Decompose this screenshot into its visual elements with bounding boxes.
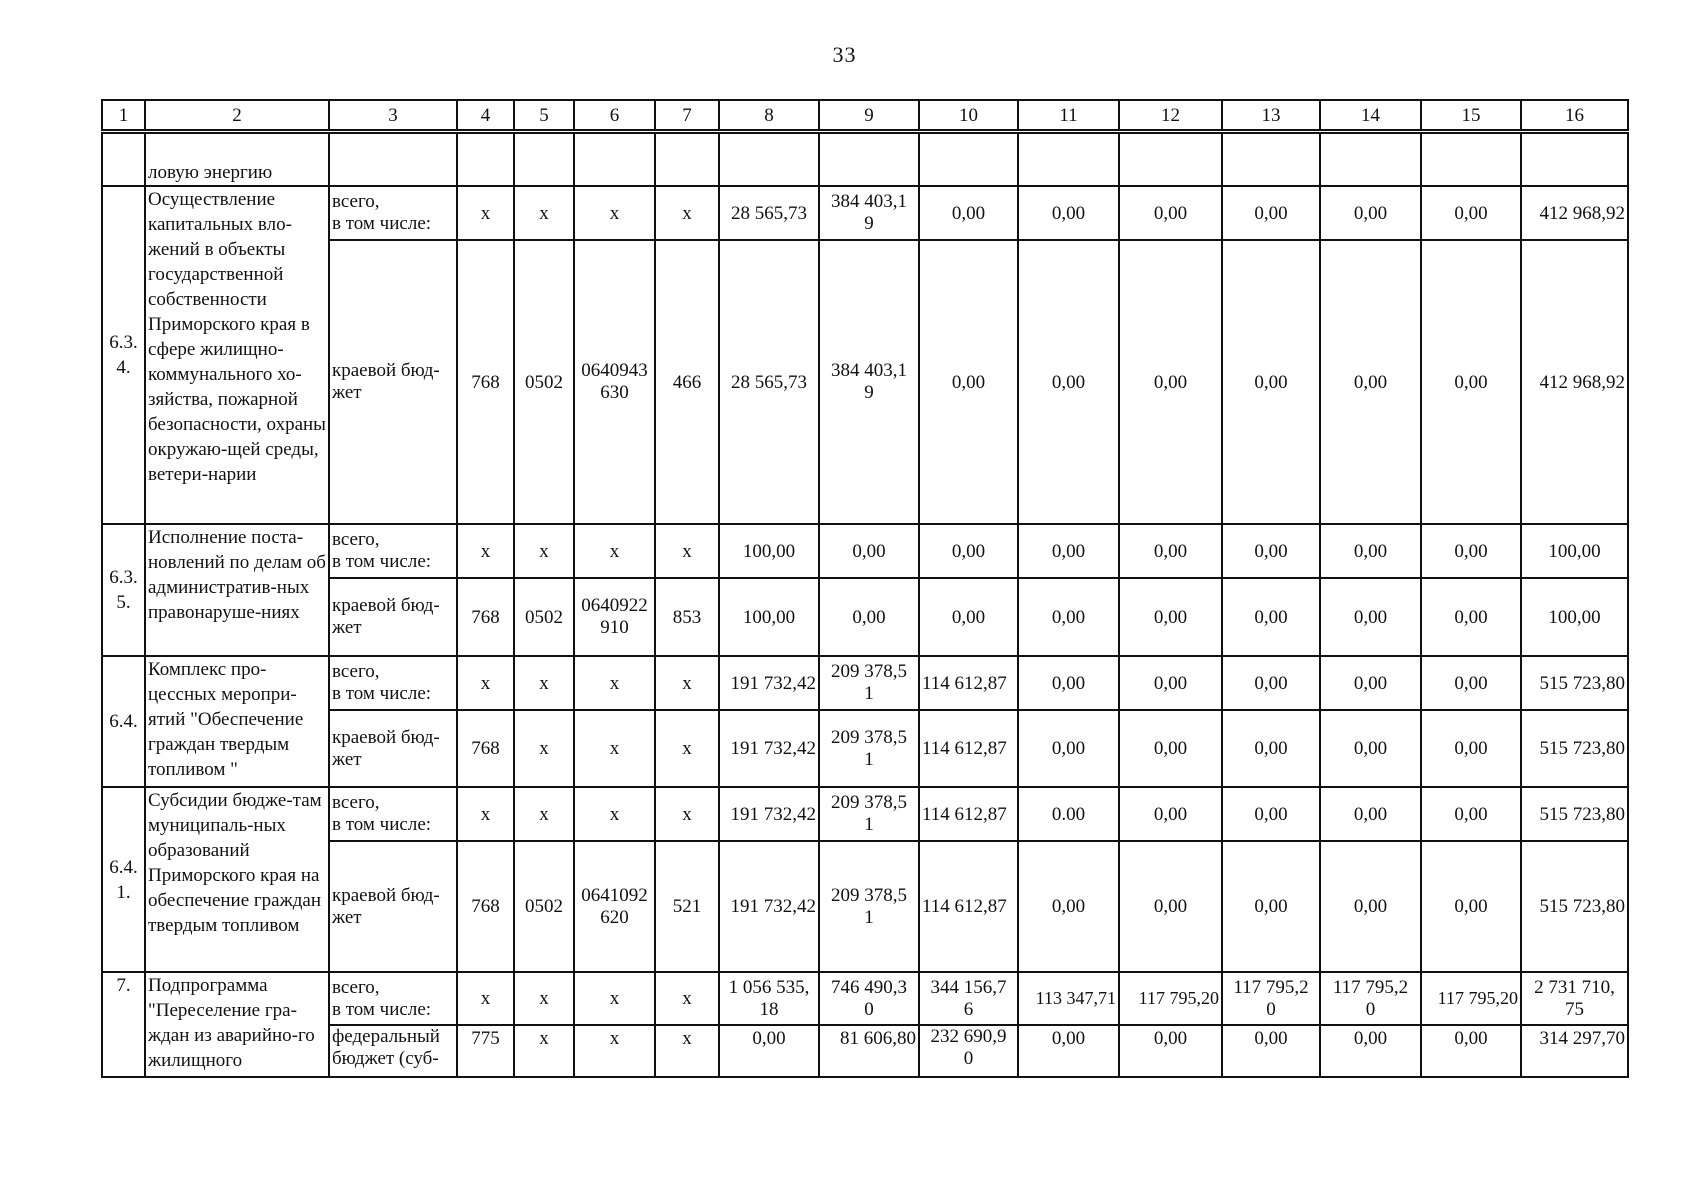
cell: 0,00 bbox=[1222, 787, 1320, 841]
table-row bbox=[102, 133, 1628, 186]
cell: 466 bbox=[655, 240, 719, 524]
cell: 191 732,42 bbox=[719, 656, 819, 710]
row-name: Субсидии бюдже-там муниципаль-ных образований Приморского края на обеспечение граждан твердым топливом bbox=[145, 787, 329, 972]
header-cell: 6 bbox=[574, 100, 655, 130]
row-number: 6.3. 5. bbox=[102, 524, 145, 656]
table-row bbox=[102, 186, 1628, 240]
cell: 0,00 bbox=[1222, 841, 1320, 972]
cell: 100,00 bbox=[719, 524, 819, 578]
cell: 0,00 bbox=[1222, 710, 1320, 787]
cell: 0,00 bbox=[819, 524, 919, 578]
cell: 0,00 bbox=[1018, 524, 1119, 578]
header-cell: 5 bbox=[514, 100, 574, 130]
header-cell: 11 bbox=[1018, 100, 1119, 130]
cell: x bbox=[655, 524, 719, 578]
cell: 0,00 bbox=[1320, 710, 1421, 787]
row-number: 7. bbox=[102, 972, 145, 1077]
cell: 0,00 bbox=[1018, 1025, 1119, 1077]
cell: 0,00 bbox=[1320, 240, 1421, 524]
funding-source: краевой бюд- жет bbox=[329, 578, 457, 656]
budget-table bbox=[101, 132, 1629, 1078]
cell: 2 731 710, 75 bbox=[1521, 972, 1628, 1025]
funding-source: федеральный бюджет (суб- bbox=[329, 1025, 457, 1077]
cell: 0640922 910 bbox=[574, 578, 655, 656]
cell: x bbox=[457, 972, 514, 1025]
header-cell: 3 bbox=[329, 100, 457, 130]
cell: 0,00 bbox=[1222, 186, 1320, 240]
cell: 0,00 bbox=[1320, 186, 1421, 240]
cell: 0,00 bbox=[1421, 787, 1521, 841]
cell: 209 378,5 1 bbox=[819, 710, 919, 787]
funding-source: всего, в том числе: bbox=[329, 524, 457, 578]
cell: 117 795,20 bbox=[1421, 972, 1521, 1025]
cell: 0,00 bbox=[1222, 578, 1320, 656]
cell: 114 612,87 bbox=[919, 710, 1018, 787]
cell: 0,00 bbox=[1018, 240, 1119, 524]
header-row bbox=[102, 100, 1628, 130]
header-cell: 8 bbox=[719, 100, 819, 130]
header-cell: 1 bbox=[102, 100, 145, 130]
header-cell: 4 bbox=[457, 100, 514, 130]
funding-source: краевой бюд- жет bbox=[329, 240, 457, 524]
cell: 768 bbox=[457, 841, 514, 972]
cell: x bbox=[574, 656, 655, 710]
cell: 0.00 bbox=[1018, 787, 1119, 841]
cell: x bbox=[655, 1025, 719, 1077]
cell: 0,00 bbox=[919, 578, 1018, 656]
cell: 746 490,3 0 bbox=[819, 972, 919, 1025]
row-name: ловую энергию bbox=[145, 133, 329, 186]
cell: x bbox=[574, 524, 655, 578]
cell: 775 bbox=[457, 1025, 514, 1077]
cell: x bbox=[457, 787, 514, 841]
cell: 0,00 bbox=[1421, 841, 1521, 972]
cell: 0,00 bbox=[1018, 656, 1119, 710]
cell: 100,00 bbox=[1521, 578, 1628, 656]
cell: 0,00 bbox=[1320, 578, 1421, 656]
cell: 515 723,80 bbox=[1521, 656, 1628, 710]
cell: 28 565,73 bbox=[719, 240, 819, 524]
cell: 209 378,5 1 bbox=[819, 787, 919, 841]
cell: 384 403,1 9 bbox=[819, 240, 919, 524]
cell: x bbox=[655, 710, 719, 787]
table-row bbox=[102, 578, 1628, 656]
cell: 81 606,80 bbox=[819, 1025, 919, 1077]
cell: 0,00 bbox=[819, 578, 919, 656]
funding-source: всего, в том числе: bbox=[329, 186, 457, 240]
row-name: Подпрограмма "Переселение гра-ждан из аварийно-го жилищного bbox=[145, 972, 329, 1077]
table-row bbox=[102, 1025, 1628, 1077]
cell: 191 732,42 bbox=[719, 841, 819, 972]
cell: 0,00 bbox=[1119, 656, 1222, 710]
table-row bbox=[102, 524, 1628, 578]
cell: 0,00 bbox=[1119, 787, 1222, 841]
cell: 209 378,5 1 bbox=[819, 841, 919, 972]
cell: 0,00 bbox=[1222, 524, 1320, 578]
cell: 0,00 bbox=[1320, 787, 1421, 841]
cell: 0,00 bbox=[919, 186, 1018, 240]
row-number: 6.4. 1. bbox=[102, 787, 145, 972]
cell: 515 723,80 bbox=[1521, 787, 1628, 841]
cell: 0,00 bbox=[1119, 710, 1222, 787]
cell: x bbox=[655, 972, 719, 1025]
cell: 515 723,80 bbox=[1521, 841, 1628, 972]
cell: 0,00 bbox=[1421, 524, 1521, 578]
cell: 0,00 bbox=[1119, 1025, 1222, 1077]
cell: 0641092 620 bbox=[574, 841, 655, 972]
header-cell: 14 bbox=[1320, 100, 1421, 130]
cell: 114 612,87 bbox=[919, 841, 1018, 972]
cell: 0,00 bbox=[919, 240, 1018, 524]
cell: 0502 bbox=[514, 841, 574, 972]
funding-source: всего, в том числе: bbox=[329, 972, 457, 1025]
cell: 28 565,73 bbox=[719, 186, 819, 240]
funding-source: всего, в том числе: bbox=[329, 787, 457, 841]
table-row bbox=[102, 841, 1628, 972]
cell: 0,00 bbox=[1119, 524, 1222, 578]
cell: 0,00 bbox=[1320, 524, 1421, 578]
cell: 0,00 bbox=[1421, 578, 1521, 656]
cell: 0,00 bbox=[1421, 710, 1521, 787]
cell: x bbox=[514, 710, 574, 787]
cell: 0,00 bbox=[1421, 240, 1521, 524]
cell: 314 297,70 bbox=[1521, 1025, 1628, 1077]
cell: x bbox=[514, 524, 574, 578]
cell: 0,00 bbox=[1222, 656, 1320, 710]
cell: x bbox=[574, 972, 655, 1025]
cell: x bbox=[655, 186, 719, 240]
cell: 191 732,42 bbox=[719, 787, 819, 841]
cell: x bbox=[655, 656, 719, 710]
cell: 0502 bbox=[514, 240, 574, 524]
cell: 117 795,2 0 bbox=[1320, 972, 1421, 1025]
cell: 117 795,2 0 bbox=[1222, 972, 1320, 1025]
table-row bbox=[102, 656, 1628, 710]
cell: 114 612,87 bbox=[919, 787, 1018, 841]
cell: x bbox=[574, 1025, 655, 1077]
cell: 0,00 bbox=[1320, 1025, 1421, 1077]
cell: 768 bbox=[457, 578, 514, 656]
row-name: Исполнение поста-новлений по делам об административ-ных правонаруше-ниях bbox=[145, 524, 329, 656]
cell: 521 bbox=[655, 841, 719, 972]
cell: 0,00 bbox=[1018, 710, 1119, 787]
cell: 412 968,92 bbox=[1521, 186, 1628, 240]
cell: 344 156,7 6 bbox=[919, 972, 1018, 1025]
cell: 191 732,42 bbox=[719, 710, 819, 787]
cell: 1 056 535, 18 bbox=[719, 972, 819, 1025]
cell: 100,00 bbox=[1521, 524, 1628, 578]
cell: x bbox=[574, 787, 655, 841]
cell: 384 403,1 9 bbox=[819, 186, 919, 240]
cell: x bbox=[514, 1025, 574, 1077]
funding-source: краевой бюд- жет bbox=[329, 710, 457, 787]
funding-source: всего, в том числе: bbox=[329, 656, 457, 710]
row-name: Осуществление капитальных вло-жений в объекты государственной собственности Приморского края в сфере жилищно-коммунального хо-зяйства, пожарной безопасности, охраны окружаю-щей среды, ветери-нарии bbox=[145, 186, 329, 524]
cell: 100,00 bbox=[719, 578, 819, 656]
cell: x bbox=[655, 787, 719, 841]
cell: 768 bbox=[457, 240, 514, 524]
header-cell: 16 bbox=[1521, 100, 1628, 130]
cell: x bbox=[574, 186, 655, 240]
header-cell: 13 bbox=[1222, 100, 1320, 130]
cell: 209 378,5 1 bbox=[819, 656, 919, 710]
cell: 0,00 bbox=[1018, 841, 1119, 972]
cell: 114 612,87 bbox=[919, 656, 1018, 710]
cell: 0,00 bbox=[1320, 841, 1421, 972]
table-row bbox=[102, 972, 1628, 1025]
cell: 412 968,92 bbox=[1521, 240, 1628, 524]
table-row bbox=[102, 240, 1628, 524]
cell: 0,00 bbox=[1421, 1025, 1521, 1077]
cell: 0,00 bbox=[1018, 578, 1119, 656]
cell: 0,00 bbox=[1222, 1025, 1320, 1077]
cell: x bbox=[514, 787, 574, 841]
cell: 0,00 bbox=[1119, 578, 1222, 656]
header-cell: 15 bbox=[1421, 100, 1521, 130]
header-cell: 9 bbox=[819, 100, 919, 130]
page-number: 33 bbox=[832, 42, 857, 67]
cell: x bbox=[514, 972, 574, 1025]
cell: 768 bbox=[457, 710, 514, 787]
cell: 0,00 bbox=[1119, 186, 1222, 240]
cell: 0,00 bbox=[1421, 186, 1521, 240]
row-name: Комплекс про-цессных меропри-ятий "Обеспечение граждан твердым топливом " bbox=[145, 656, 329, 787]
cell: 0,00 bbox=[1320, 656, 1421, 710]
header-cell: 12 bbox=[1119, 100, 1222, 130]
header-cell: 2 bbox=[145, 100, 329, 130]
funding-source: краевой бюд- жет bbox=[329, 841, 457, 972]
row-number: 6.4. bbox=[102, 656, 145, 787]
cell: 0,00 bbox=[1119, 841, 1222, 972]
cell: 0,00 bbox=[1222, 240, 1320, 524]
cell: 117 795,20 bbox=[1119, 972, 1222, 1025]
row-number: 6.3. 4. bbox=[102, 186, 145, 524]
cell: 232 690,9 0 bbox=[919, 1025, 1018, 1077]
cell: 0,00 bbox=[1119, 240, 1222, 524]
cell: x bbox=[574, 710, 655, 787]
cell: 515 723,80 bbox=[1521, 710, 1628, 787]
cell: 113 347,71 bbox=[1018, 972, 1119, 1025]
cell: x bbox=[457, 186, 514, 240]
cell: 0502 bbox=[514, 578, 574, 656]
cell: x bbox=[457, 524, 514, 578]
cell: x bbox=[457, 656, 514, 710]
table-row bbox=[102, 710, 1628, 787]
cell: 0,00 bbox=[919, 524, 1018, 578]
table-row bbox=[102, 787, 1628, 841]
cell: 0640943 630 bbox=[574, 240, 655, 524]
cell: 0,00 bbox=[1421, 656, 1521, 710]
header-cell: 10 bbox=[919, 100, 1018, 130]
cell: 0,00 bbox=[719, 1025, 819, 1077]
column-number-header bbox=[101, 99, 1629, 131]
cell: 853 bbox=[655, 578, 719, 656]
cell: x bbox=[514, 656, 574, 710]
cell: x bbox=[514, 186, 574, 240]
cell: 0,00 bbox=[1018, 186, 1119, 240]
header-cell: 7 bbox=[655, 100, 719, 130]
